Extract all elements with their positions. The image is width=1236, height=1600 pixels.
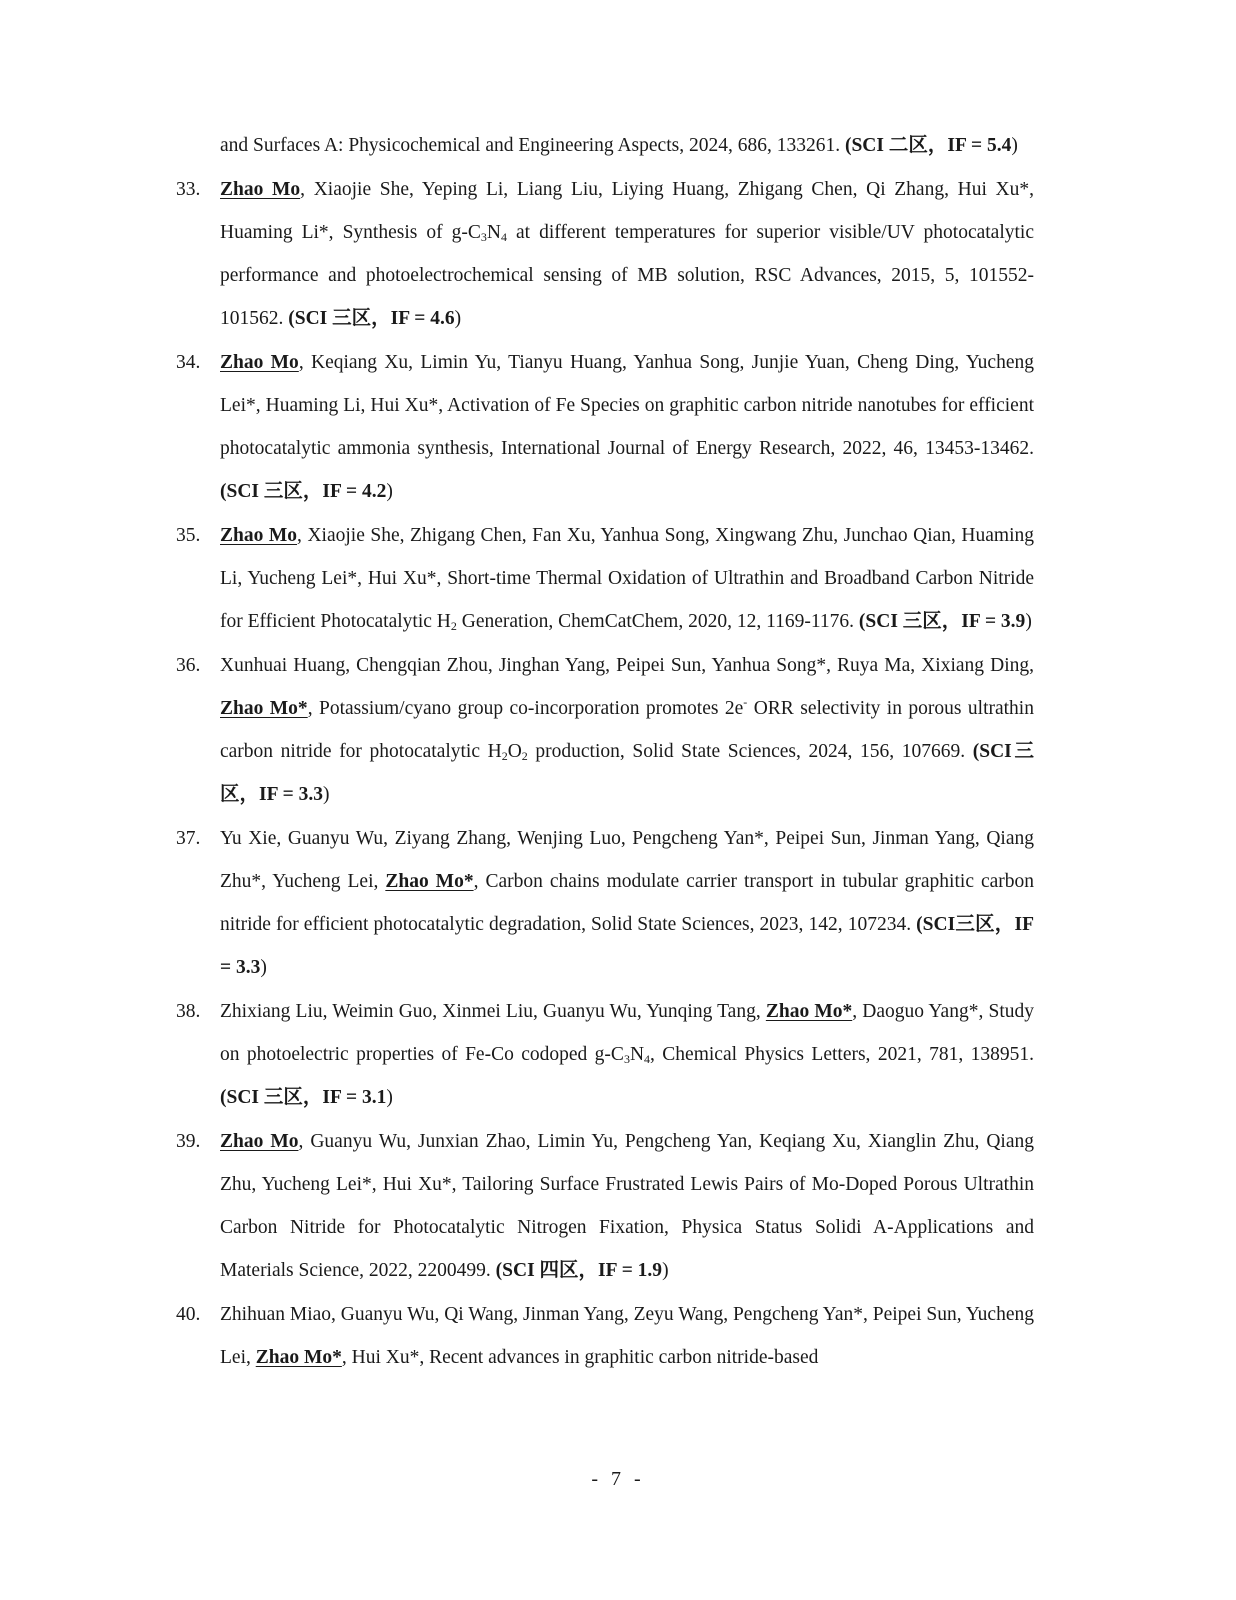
journal-rank: (SCI 三区，IF = 4.2 [220,481,387,502]
reference-item [176,644,1034,816]
reference-text: N [629,1044,645,1065]
reference-text: and Surfaces A: Physicochemical and Engineering Aspects, 2024, 686, 133261. [220,135,845,156]
subscript: 4 [500,230,507,244]
closing-paren: ) [662,1260,669,1281]
reference-text: production, Solid State Sciences, 2024, 156, 107669. [527,741,973,762]
reference-item [176,341,1034,513]
reference-text: N [486,222,501,243]
highlighted-author: Zhao Mo [220,1131,299,1152]
subscript: 2 [501,749,508,763]
subscript: 4 [644,1052,651,1066]
highlighted-author: Zhao Mo* [255,1347,342,1368]
reference-item [176,1293,1034,1379]
closing-paren: ) [323,784,330,805]
reference-text: ORR selectivity in porous ultrathin carbon nitride for photocatalytic H [220,698,1034,762]
reference-authors: Yu Xie, Guanyu Wu, Ziyang Zhang, Wenjing Luo, Pengcheng Yan*, Peipei Sun, Jinman Yang, Qiang Zhu*, Yucheng Lei, [220,828,1034,892]
reference-text: Generation, ChemCatChem, 2020, 12, 1169-1176. [456,611,859,632]
journal-rank: (SCI三区，IF = 3.3 [220,741,1034,805]
reference-text: , Potassium/cyano group co-incorporation promotes 2e [307,698,744,719]
journal-rank: (SCI 三区，IF = 3.9 [858,611,1026,632]
subscript: 2 [521,749,528,763]
reference-number: 35. [176,525,201,546]
reference-number: 33. [176,179,201,200]
reference-text: , Chemical Physics Letters, 2021, 781, 138951. [650,1044,1034,1065]
reference-number: 38. [176,1001,201,1022]
closing-paren: ) [454,308,462,329]
highlighted-author: Zhao Mo* [220,698,308,719]
reference-continuation [220,124,1034,167]
reference-text: , Hui Xu*, Recent advances in graphitic carbon nitride-based [341,1347,819,1368]
closing-paren: ) [1025,611,1032,632]
journal-rank: (SCI 三区，IF = 4.6 [288,308,455,329]
reference-item [176,168,1034,340]
reference-number: 34. [176,352,201,373]
reference-item [176,817,1035,989]
reference-text: , Xiaojie She, Yeping Li, Liang Liu, Liying Huang, Zhigang Chen, Qi Zhang, Hui Xu*, Huaming Li*, Synthesis of g-C [220,179,1034,243]
reference-number: 36. [176,655,201,676]
reference-number: 40. [176,1304,201,1325]
highlighted-author: Zhao Mo* [765,1001,853,1022]
highlighted-author: Zhao Mo [220,352,299,373]
reference-text: at different temperatures for superior visible/UV photocatalytic performance and photoelectrochemical sensing of MB solution, RSC Advances, 2015, 5, 101552-101562. [220,222,1034,329]
reference-text: , Carbon chains modulate carrier transport in tubular graphitic carbon nitride for efficient photocatalytic degradation, Solid State Sciences, 2023, 142, 107234. [220,871,1035,935]
highlighted-author: Zhao Mo [220,525,298,546]
highlighted-author: Zhao Mo* [385,871,474,892]
reference-text: O [507,741,522,762]
journal-rank: (SCI 二区，IF = 5.4 [844,135,1012,156]
journal-rank: (SCI 四区，IF = 1.9 [495,1260,663,1281]
subscript: 3 [623,1052,630,1066]
reference-authors: Zhihuan Miao, Guanyu Wu, Qi Wang, Jinman Yang, Zeyu Wang, Pengcheng Yan*, Peipei Sun, Yucheng Lei, [220,1304,1034,1368]
highlighted-author: Zhao Mo [220,179,301,200]
closing-paren: ) [386,1087,393,1108]
reference-text: , Daoguo Yang*, Study on photoelectric properties of Fe-Co codoped g-C [220,1001,1034,1065]
reference-authors: Zhixiang Liu, Weimin Guo, Xinmei Liu, Guanyu Wu, Yunqing Tang, [220,1001,766,1022]
reference-item [176,990,1034,1119]
page-number: - 7 - [591,1468,645,1490]
reference-list [176,124,1035,1379]
closing-paren: ) [1011,135,1018,156]
reference-authors: Xunhuai Huang, Chengqian Zhou, Jinghan Yang, Peipei Sun, Yanhua Song*, Ruya Ma, Xixiang Ding, [220,655,1034,676]
reference-item [176,514,1034,643]
closing-paren: ) [386,481,393,502]
reference-text: , Xiaojie She, Zhigang Chen, Fan Xu, Yanhua Song, Xingwang Zhu, Junchao Qian, Huaming Li, Yucheng Lei*, Hui Xu*, Short-time Thermal Oxidation of Ultrathin and Broadband Carbon Nitride for Efficient Photocatalytic H [220,525,1034,632]
reference-number: 39. [176,1131,201,1152]
subscript: 2 [450,619,457,633]
journal-rank: (SCI 三区，IF = 3.1 [220,1087,387,1108]
reference-number: 37. [176,828,201,849]
journal-rank: (SCI三区，IF = 3.3 [220,914,1035,978]
reference-item [176,1120,1034,1292]
superscript: - [743,695,748,709]
subscript: 3 [480,230,487,244]
closing-paren: ) [260,957,267,978]
reference-text: , Guanyu Wu, Junxian Zhao, Limin Yu, Pengcheng Yan, Keqiang Xu, Xianglin Zhu, Qiang Zhu, Yucheng Lei*, Hui Xu*, Tailoring Surface Frustrated Lewis Pairs of Mo-Doped Porous Ultrathin Carbon Nitride for Photocatalytic Nitrogen Fixation, Physica Status Solidi A-Applications and Materials Science, 2022, 2200499. [220,1131,1034,1281]
reference-text: , Keqiang Xu, Limin Yu, Tianyu Huang, Yanhua Song, Junjie Yuan, Cheng Ding, Yucheng Lei*, Huaming Li, Hui Xu*, Activation of Fe Species on graphitic carbon nitride nanotubes for efficient photocatalytic ammonia synthesis, International Journal of Energy Research, 2022, 46, 13453-13462. [220,352,1034,459]
